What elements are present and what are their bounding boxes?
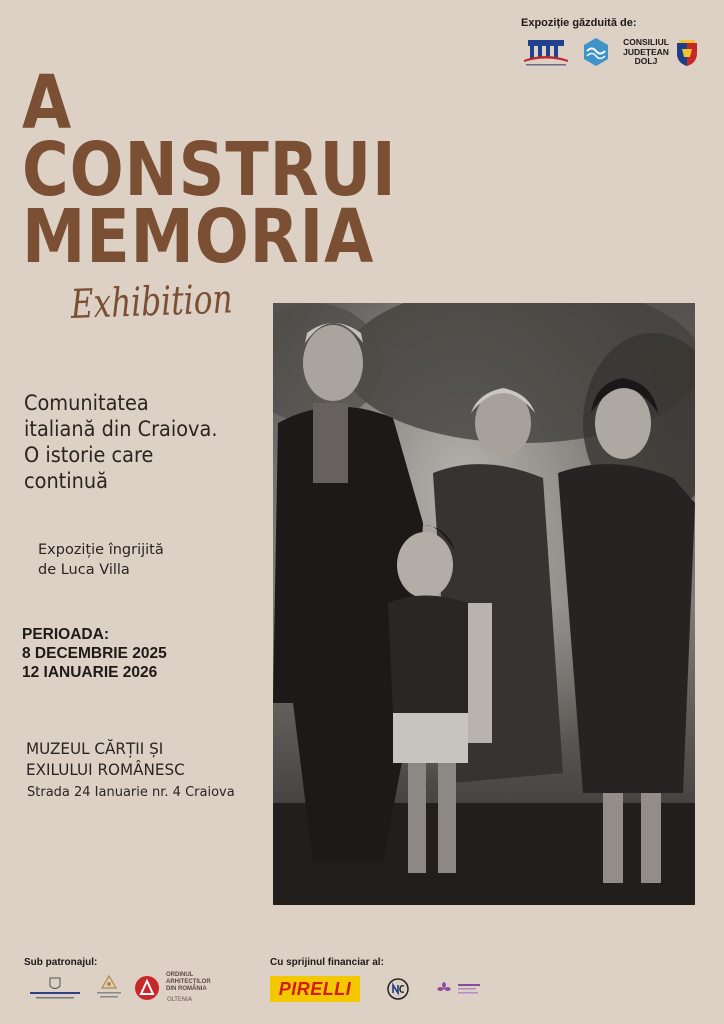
oar-name xyxy=(166,972,211,993)
lead-line-2: italiană din Craiova. xyxy=(24,417,218,441)
title-line-2: CONSTRUI xyxy=(22,127,397,213)
venue-address: Strada 24 Ianuarie nr. 4 Craiova xyxy=(27,785,235,800)
lead-line-1: Comunitatea xyxy=(24,391,149,415)
museum-logo-icon xyxy=(520,38,572,68)
oar-line-3: DIN ROMÂNIA xyxy=(166,986,207,992)
venue-name xyxy=(26,738,185,780)
ministry-logo-icon xyxy=(94,974,124,1002)
period-start-date: 8 DECEMBRIE 2025 xyxy=(22,645,167,662)
patronage-label: Sub patronajul: xyxy=(24,957,98,968)
council-line-3: DOLJ xyxy=(634,56,658,66)
title-line-1: A xyxy=(22,60,73,146)
wave-logo-icon xyxy=(580,36,612,68)
oar-branch: OLTENIA xyxy=(167,996,193,1003)
oar-line-1: ORDINUL xyxy=(166,972,194,978)
sponsor-label: Cu sprijinul financiar al: xyxy=(270,957,384,968)
title-line-3: MEMORIA xyxy=(22,194,375,280)
oar-line-2: ARHITECȚILOR xyxy=(166,979,211,985)
venue-line-2: EXILULUI ROMÂNESC xyxy=(26,760,185,779)
exhibition-script-subtitle: Exhibition xyxy=(70,276,234,328)
dolj-crest-icon xyxy=(675,39,699,67)
curator-credit xyxy=(38,540,164,580)
lead-line-3: O istorie care xyxy=(24,443,154,467)
pirelli-wordmark: PIRELLI xyxy=(278,978,352,999)
hosted-by-label: Expoziție găzduită de: xyxy=(521,17,637,29)
period-label: PERIOADA: xyxy=(22,626,109,643)
family-photo-image xyxy=(273,303,695,905)
period-end-date: 12 IANUARIE 2026 xyxy=(22,664,158,681)
exhibition-period xyxy=(22,625,167,682)
county-council-name xyxy=(620,38,672,67)
consulate-logo-icon xyxy=(26,974,84,1002)
pirelli-logo xyxy=(270,976,360,1002)
curator-line-2: de Luca Villa xyxy=(38,562,130,578)
oar-logo-icon xyxy=(134,975,160,1001)
exhibition-title xyxy=(22,60,397,280)
council-line-1: CONSILIUL xyxy=(623,37,669,47)
family-photo xyxy=(273,303,695,905)
association-logo-icon xyxy=(436,980,484,998)
curator-line-1: Expoziție îngrijită xyxy=(38,542,164,558)
venue-line-1: MUZEUL CĂRȚII ȘI xyxy=(26,739,164,758)
council-line-2: JUDEȚEAN xyxy=(623,46,669,57)
lead-line-4: continuă xyxy=(24,469,108,493)
host-logos xyxy=(520,36,705,70)
exhibition-lead-text xyxy=(24,390,254,494)
nc-logo-icon xyxy=(387,978,409,1000)
